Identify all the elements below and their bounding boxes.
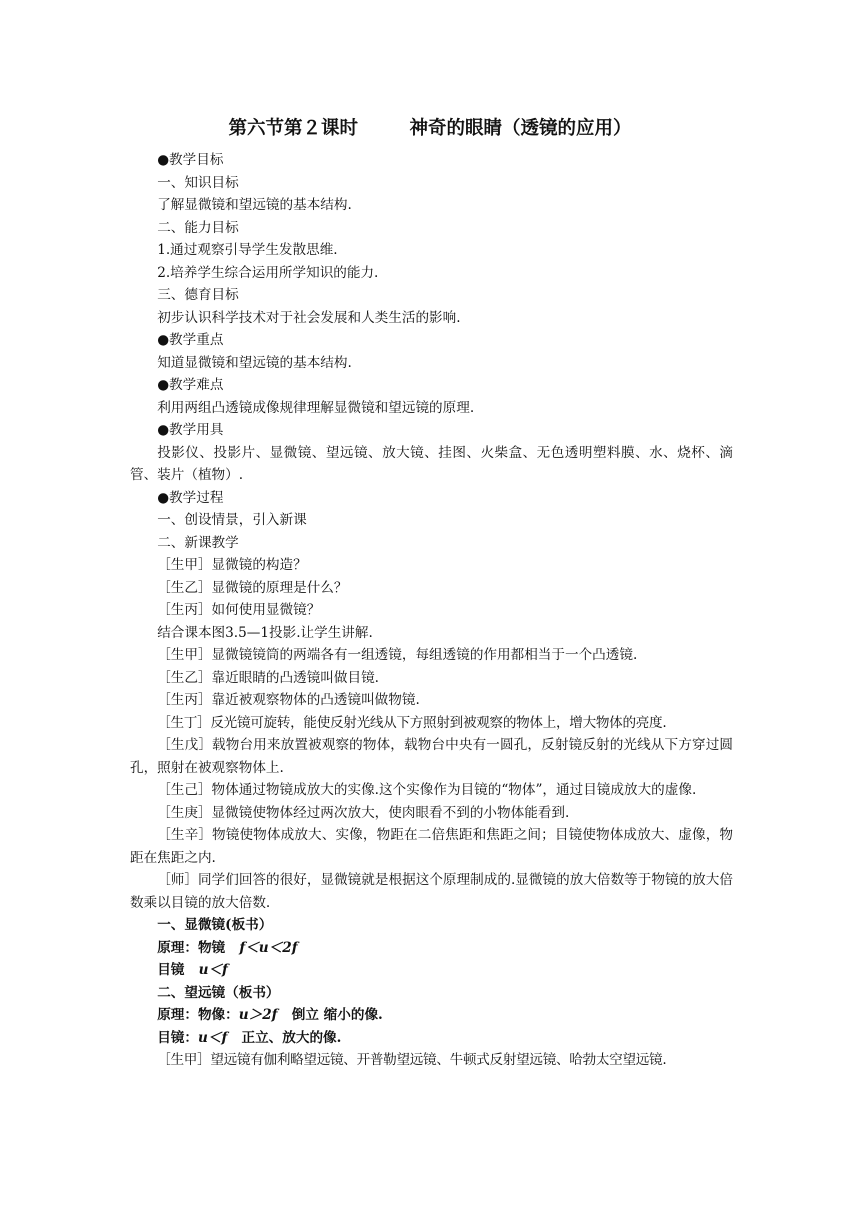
board-line-telescope-objective: [130, 1004, 733, 1027]
paragraph: ［生乙］显微镜的原理是什么？: [157, 579, 348, 596]
paragraph: 一、知识目标: [157, 174, 239, 191]
formula: u＜f: [197, 1029, 228, 1046]
paragraph: 三、德育目标: [157, 287, 239, 303]
formula: f＜u＜2f: [239, 939, 298, 956]
paragraph: 结合课本图3.5—1投影.让学生讲解.: [157, 624, 373, 641]
document-body: [130, 149, 733, 1072]
paragraph: ［生戊］载物台用来放置被观察的物体，载物台中央有一圆孔，反射镜反射的光线从下方穿过圆孔，照射在被观察物体上.: [130, 737, 733, 776]
paragraph: ●教学目标: [157, 152, 224, 168]
paragraph: 1.通过观察引导学生发散思维.: [157, 242, 338, 258]
paragraph: ［生己］物体通过物镜成放大的实像.这个实像作为目镜的“物体”，通过目镜成放大的虚像.: [157, 782, 697, 798]
formula: u＜f: [198, 962, 228, 978]
board-heading-microscope: 一、显微镜(板书）: [157, 917, 273, 933]
paragraph: ［生丁］反光镜可旋转，能使反射光线从下方照射到被观察的物体上，增大物体的亮度.: [157, 714, 667, 731]
formula: u＞2f: [238, 1007, 278, 1023]
paragraph: 二、新课教学: [157, 534, 239, 551]
paragraph: 知道显微镜和望远镜的基本结构.: [157, 354, 352, 371]
board-label: 目镜: [157, 962, 185, 978]
paragraph: ［生庚］显微镜使物体经过两次放大，使肉眼看不到的小物体能看到.: [157, 804, 570, 821]
paragraph: ［生辛］物镜使物体成放大、实像，物距在二倍焦距和焦距之间；目镜使物体成放大、虚像，物距在焦距之内.: [130, 827, 733, 866]
paragraph: 初步认识科学技术对于社会发展和人类生活的影响.: [157, 309, 461, 326]
paragraph: ［生丙］靠近被观察物体的凸透镜叫做物镜.: [157, 692, 420, 708]
paragraph: 一、创设情景，引入新课: [157, 512, 307, 528]
paragraph: ●教学过程: [157, 489, 224, 506]
paragraph: ［生甲］望远镜有伽利略望远镜、开普勒望远镜、牛顿式反射望远镜、哈勃太空望远镜.: [157, 1052, 667, 1068]
paragraph: 二、能力目标: [157, 219, 239, 236]
board-text: 倒立 缩小的像.: [291, 1007, 383, 1023]
paragraph: ●教学用具: [157, 422, 224, 438]
paragraph: ［生丙］如何使用显微镜？: [157, 602, 321, 618]
paragraph: 投影仪、投影片、显微镜、望远镜、放大镜、挂图、火柴盒、无色透明塑料膜、水、烧杯、滴管、装片（植物）.: [130, 444, 733, 483]
board-label: 目镜：: [157, 1029, 198, 1046]
paragraph: ［师］同学们回答的很好，显微镜就是根据这个原理制成的.显微镜的放大倍数等于物镜的放大倍数乘以目镜的放大倍数.: [130, 872, 733, 911]
board-line-microscope-objective: [130, 937, 733, 960]
board-label: 原理：物镜: [157, 939, 226, 956]
paragraph: 2.培养学生综合运用所学知识的能力.: [157, 264, 379, 281]
board-text: 正立、放大的像.: [241, 1029, 342, 1046]
paragraph: ［生甲］显微镜镜筒的两端各有一组透镜，每组透镜的作用都相当于一个凸透镜.: [157, 647, 638, 663]
paragraph: ●教学难点: [157, 377, 224, 393]
paragraph: ［生甲］显微镜的构造？: [157, 557, 307, 573]
paragraph: 了解显微镜和望远镜的基本结构.: [157, 197, 352, 213]
board-label: 原理：物像：: [157, 1007, 239, 1023]
board-line-microscope-eyepiece: [130, 959, 733, 982]
paragraph: 利用两组凸透镜成像规律理解显微镜和望远镜的原理.: [157, 399, 475, 416]
paragraph: ［生乙］靠近眼睛的凸透镜叫做目镜.: [157, 669, 380, 686]
paragraph: ●教学重点: [157, 332, 224, 348]
page-title: 第六节第２课时 神奇的眼睛（透镜的应用）: [228, 118, 632, 139]
board-line-telescope-eyepiece: [130, 1027, 733, 1050]
board-heading-telescope: 二、望远镜（板书）: [157, 984, 280, 1001]
